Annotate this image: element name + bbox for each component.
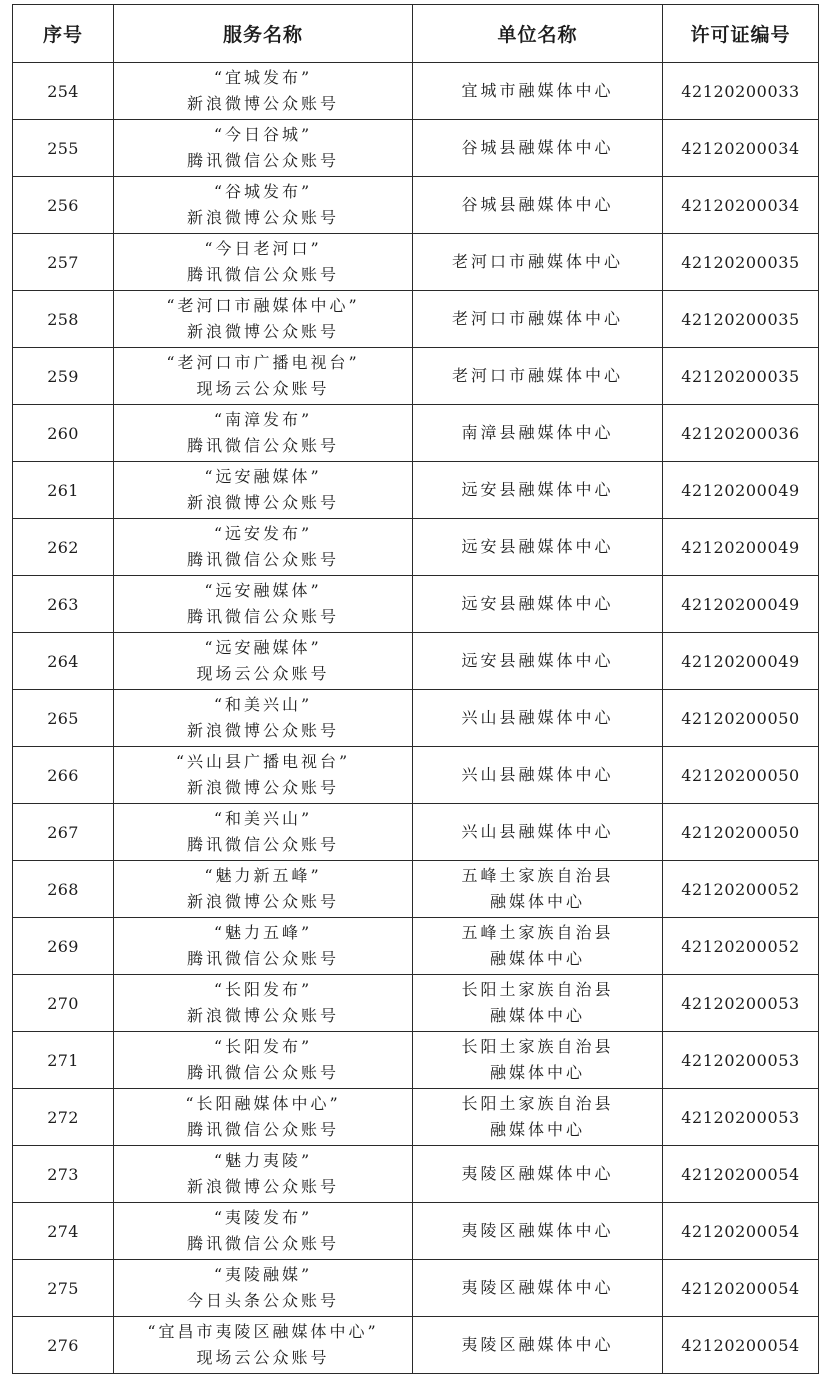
service-name: “魅力新五峰” — [204, 866, 322, 885]
service-type: 新浪微博公众账号 — [186, 1006, 339, 1025]
header-index: 序号 — [13, 5, 114, 63]
cell-index: 276 — [13, 1317, 114, 1374]
unit-name: 老河口市融媒体中心 — [451, 309, 623, 328]
unit-name: 夷陵区融媒体中心 — [461, 1164, 614, 1183]
service-name: “魅力五峰” — [213, 923, 313, 942]
cell-service — [114, 177, 413, 234]
service-type: 腾讯微信公众账号 — [186, 1120, 339, 1139]
unit-name: 兴山县融媒体中心 — [461, 708, 614, 727]
unit-name: 五峰土家族自治县 — [461, 866, 614, 885]
cell-license: 42120200053 — [663, 1032, 819, 1089]
table-row — [13, 177, 819, 234]
cell-service — [114, 1260, 413, 1317]
cell-license: 42120200053 — [663, 1089, 819, 1146]
service-type: 腾讯微信公众账号 — [186, 265, 339, 284]
service-type: 新浪微博公众账号 — [186, 1177, 339, 1196]
table-row — [13, 348, 819, 405]
service-name: “长阳发布” — [213, 1037, 313, 1056]
service-type: 现场云公众账号 — [196, 379, 330, 398]
cell-unit — [413, 291, 663, 348]
cell-unit — [413, 690, 663, 747]
cell-service — [114, 63, 413, 120]
service-name: “今日老河口” — [204, 239, 322, 258]
cell-service — [114, 291, 413, 348]
cell-service — [114, 918, 413, 975]
service-type: 腾讯微信公众账号 — [186, 436, 339, 455]
cell-index: 259 — [13, 348, 114, 405]
unit-name: 长阳土家族自治县 — [461, 1094, 614, 1113]
table-body — [13, 63, 819, 1374]
cell-unit — [413, 804, 663, 861]
unit-name: 老河口市融媒体中心 — [451, 252, 623, 271]
table-row — [13, 690, 819, 747]
cell-unit — [413, 1203, 663, 1260]
service-name: “魅力夷陵” — [213, 1151, 313, 1170]
table-header-row — [13, 5, 819, 63]
cell-unit — [413, 120, 663, 177]
service-type: 现场云公众账号 — [196, 664, 330, 683]
service-name: “远安发布” — [213, 524, 313, 543]
service-name: “夷陵融媒” — [213, 1265, 313, 1284]
unit-name: 谷城县融媒体中心 — [461, 195, 614, 214]
table-row — [13, 975, 819, 1032]
unit-name-line2: 融媒体中心 — [489, 949, 585, 968]
cell-index: 257 — [13, 234, 114, 291]
unit-name: 兴山县融媒体中心 — [461, 765, 614, 784]
cell-unit — [413, 633, 663, 690]
cell-index: 269 — [13, 918, 114, 975]
cell-index: 258 — [13, 291, 114, 348]
cell-index: 272 — [13, 1089, 114, 1146]
unit-name: 夷陵区融媒体中心 — [461, 1278, 614, 1297]
cell-index: 275 — [13, 1260, 114, 1317]
unit-name: 五峰土家族自治县 — [461, 923, 614, 942]
service-type: 新浪微博公众账号 — [186, 208, 339, 227]
cell-unit — [413, 63, 663, 120]
service-type: 腾讯微信公众账号 — [186, 151, 339, 170]
cell-license: 42120200033 — [663, 63, 819, 120]
cell-unit — [413, 747, 663, 804]
service-type: 新浪微博公众账号 — [186, 322, 339, 341]
cell-license: 42120200049 — [663, 576, 819, 633]
service-name: “长阳发布” — [213, 980, 313, 999]
cell-unit — [413, 177, 663, 234]
cell-index: 264 — [13, 633, 114, 690]
cell-service — [114, 348, 413, 405]
service-type: 腾讯微信公众账号 — [186, 1234, 339, 1253]
unit-name: 谷城县融媒体中心 — [461, 138, 614, 157]
service-type: 腾讯微信公众账号 — [186, 1063, 339, 1082]
service-name: “和美兴山” — [213, 695, 313, 714]
table-row — [13, 576, 819, 633]
cell-unit — [413, 1032, 663, 1089]
cell-license: 42120200049 — [663, 633, 819, 690]
cell-index: 263 — [13, 576, 114, 633]
cell-license: 42120200050 — [663, 690, 819, 747]
table-row — [13, 291, 819, 348]
service-name: “远安融媒体” — [204, 467, 322, 486]
cell-index: 265 — [13, 690, 114, 747]
cell-license: 42120200054 — [663, 1260, 819, 1317]
cell-index: 262 — [13, 519, 114, 576]
cell-unit — [413, 1260, 663, 1317]
unit-name: 远安县融媒体中心 — [461, 480, 614, 499]
cell-service — [114, 1317, 413, 1374]
service-type: 新浪微博公众账号 — [186, 493, 339, 512]
service-name: “夷陵发布” — [213, 1208, 313, 1227]
table-row — [13, 918, 819, 975]
cell-license: 42120200049 — [663, 462, 819, 519]
service-name: “宜昌市夷陵区融媒体中心” — [147, 1322, 379, 1341]
table-row — [13, 405, 819, 462]
service-type: 腾讯微信公众账号 — [186, 607, 339, 626]
cell-service — [114, 576, 413, 633]
cell-service — [114, 405, 413, 462]
header-unit-name: 单位名称 — [413, 5, 663, 63]
service-type: 今日头条公众账号 — [186, 1291, 339, 1310]
service-name: “宜城发布” — [213, 68, 313, 87]
cell-service — [114, 234, 413, 291]
cell-unit — [413, 462, 663, 519]
unit-name: 夷陵区融媒体中心 — [461, 1335, 614, 1354]
cell-index: 274 — [13, 1203, 114, 1260]
cell-service — [114, 1032, 413, 1089]
cell-license: 42120200035 — [663, 234, 819, 291]
cell-license: 42120200054 — [663, 1146, 819, 1203]
table-row — [13, 1260, 819, 1317]
table-row — [13, 1089, 819, 1146]
unit-name: 远安县融媒体中心 — [461, 651, 614, 670]
cell-unit — [413, 1146, 663, 1203]
table-row — [13, 234, 819, 291]
table-row — [13, 861, 819, 918]
cell-license: 42120200054 — [663, 1203, 819, 1260]
service-name: “兴山县广播电视台” — [175, 752, 351, 771]
unit-name: 老河口市融媒体中心 — [451, 366, 623, 385]
cell-index: 268 — [13, 861, 114, 918]
unit-name-line2: 融媒体中心 — [489, 1063, 585, 1082]
cell-service — [114, 747, 413, 804]
cell-unit — [413, 1317, 663, 1374]
cell-license: 42120200050 — [663, 804, 819, 861]
cell-unit — [413, 405, 663, 462]
service-type: 新浪微博公众账号 — [186, 778, 339, 797]
cell-service — [114, 1146, 413, 1203]
cell-unit — [413, 975, 663, 1032]
service-name: “今日谷城” — [213, 125, 313, 144]
license-table — [12, 4, 819, 1374]
service-name: “远安融媒体” — [204, 638, 322, 657]
cell-unit — [413, 576, 663, 633]
cell-index: 260 — [13, 405, 114, 462]
header-service-name: 服务名称 — [114, 5, 413, 63]
service-name: “老河口市广播电视台” — [166, 353, 360, 372]
cell-service — [114, 1089, 413, 1146]
unit-name-line2: 融媒体中心 — [489, 1006, 585, 1025]
table-row — [13, 1317, 819, 1374]
table-row — [13, 804, 819, 861]
table-row — [13, 1032, 819, 1089]
cell-license: 42120200050 — [663, 747, 819, 804]
unit-name: 宜城市融媒体中心 — [461, 81, 614, 100]
cell-service — [114, 861, 413, 918]
table-row — [13, 63, 819, 120]
service-name: “和美兴山” — [213, 809, 313, 828]
cell-license: 42120200052 — [663, 861, 819, 918]
cell-index: 271 — [13, 1032, 114, 1089]
cell-service — [114, 633, 413, 690]
unit-name-line2: 融媒体中心 — [489, 892, 585, 911]
header-license-number: 许可证编号 — [663, 5, 819, 63]
unit-name: 长阳土家族自治县 — [461, 980, 614, 999]
service-type: 腾讯微信公众账号 — [186, 949, 339, 968]
unit-name: 兴山县融媒体中心 — [461, 822, 614, 841]
table-row — [13, 462, 819, 519]
cell-service — [114, 519, 413, 576]
cell-license: 42120200052 — [663, 918, 819, 975]
cell-license: 42120200035 — [663, 348, 819, 405]
service-type: 腾讯微信公众账号 — [186, 835, 339, 854]
cell-unit — [413, 1089, 663, 1146]
table-row — [13, 120, 819, 177]
cell-index: 256 — [13, 177, 114, 234]
unit-name: 远安县融媒体中心 — [461, 594, 614, 613]
service-name: “谷城发布” — [213, 182, 313, 201]
cell-index: 255 — [13, 120, 114, 177]
table-row — [13, 1203, 819, 1260]
cell-unit — [413, 918, 663, 975]
cell-index: 266 — [13, 747, 114, 804]
cell-license: 42120200049 — [663, 519, 819, 576]
service-name: “长阳融媒体中心” — [185, 1094, 341, 1113]
cell-index: 254 — [13, 63, 114, 120]
cell-license: 42120200036 — [663, 405, 819, 462]
service-type: 现场云公众账号 — [196, 1348, 330, 1367]
unit-name: 远安县融媒体中心 — [461, 537, 614, 556]
cell-service — [114, 462, 413, 519]
service-type: 新浪微博公众账号 — [186, 892, 339, 911]
cell-license: 42120200053 — [663, 975, 819, 1032]
table-row — [13, 633, 819, 690]
service-name: “远安融媒体” — [204, 581, 322, 600]
cell-service — [114, 975, 413, 1032]
cell-service — [114, 690, 413, 747]
service-type: 腾讯微信公众账号 — [186, 550, 339, 569]
unit-name: 长阳土家族自治县 — [461, 1037, 614, 1056]
table-row — [13, 519, 819, 576]
cell-service — [114, 120, 413, 177]
service-type: 新浪微博公众账号 — [186, 721, 339, 740]
cell-index: 270 — [13, 975, 114, 1032]
service-name: “南漳发布” — [213, 410, 313, 429]
unit-name: 夷陵区融媒体中心 — [461, 1221, 614, 1240]
cell-index: 273 — [13, 1146, 114, 1203]
cell-index: 261 — [13, 462, 114, 519]
table-row — [13, 1146, 819, 1203]
cell-unit — [413, 519, 663, 576]
cell-service — [114, 1203, 413, 1260]
cell-license: 42120200034 — [663, 177, 819, 234]
table-row — [13, 747, 819, 804]
cell-license: 42120200054 — [663, 1317, 819, 1374]
cell-unit — [413, 348, 663, 405]
unit-name: 南漳县融媒体中心 — [461, 423, 614, 442]
cell-index: 267 — [13, 804, 114, 861]
service-name: “老河口市融媒体中心” — [166, 296, 360, 315]
cell-unit — [413, 234, 663, 291]
cell-license: 42120200035 — [663, 291, 819, 348]
service-type: 新浪微博公众账号 — [186, 94, 339, 113]
cell-license: 42120200034 — [663, 120, 819, 177]
cell-service — [114, 804, 413, 861]
cell-unit — [413, 861, 663, 918]
unit-name-line2: 融媒体中心 — [489, 1120, 585, 1139]
